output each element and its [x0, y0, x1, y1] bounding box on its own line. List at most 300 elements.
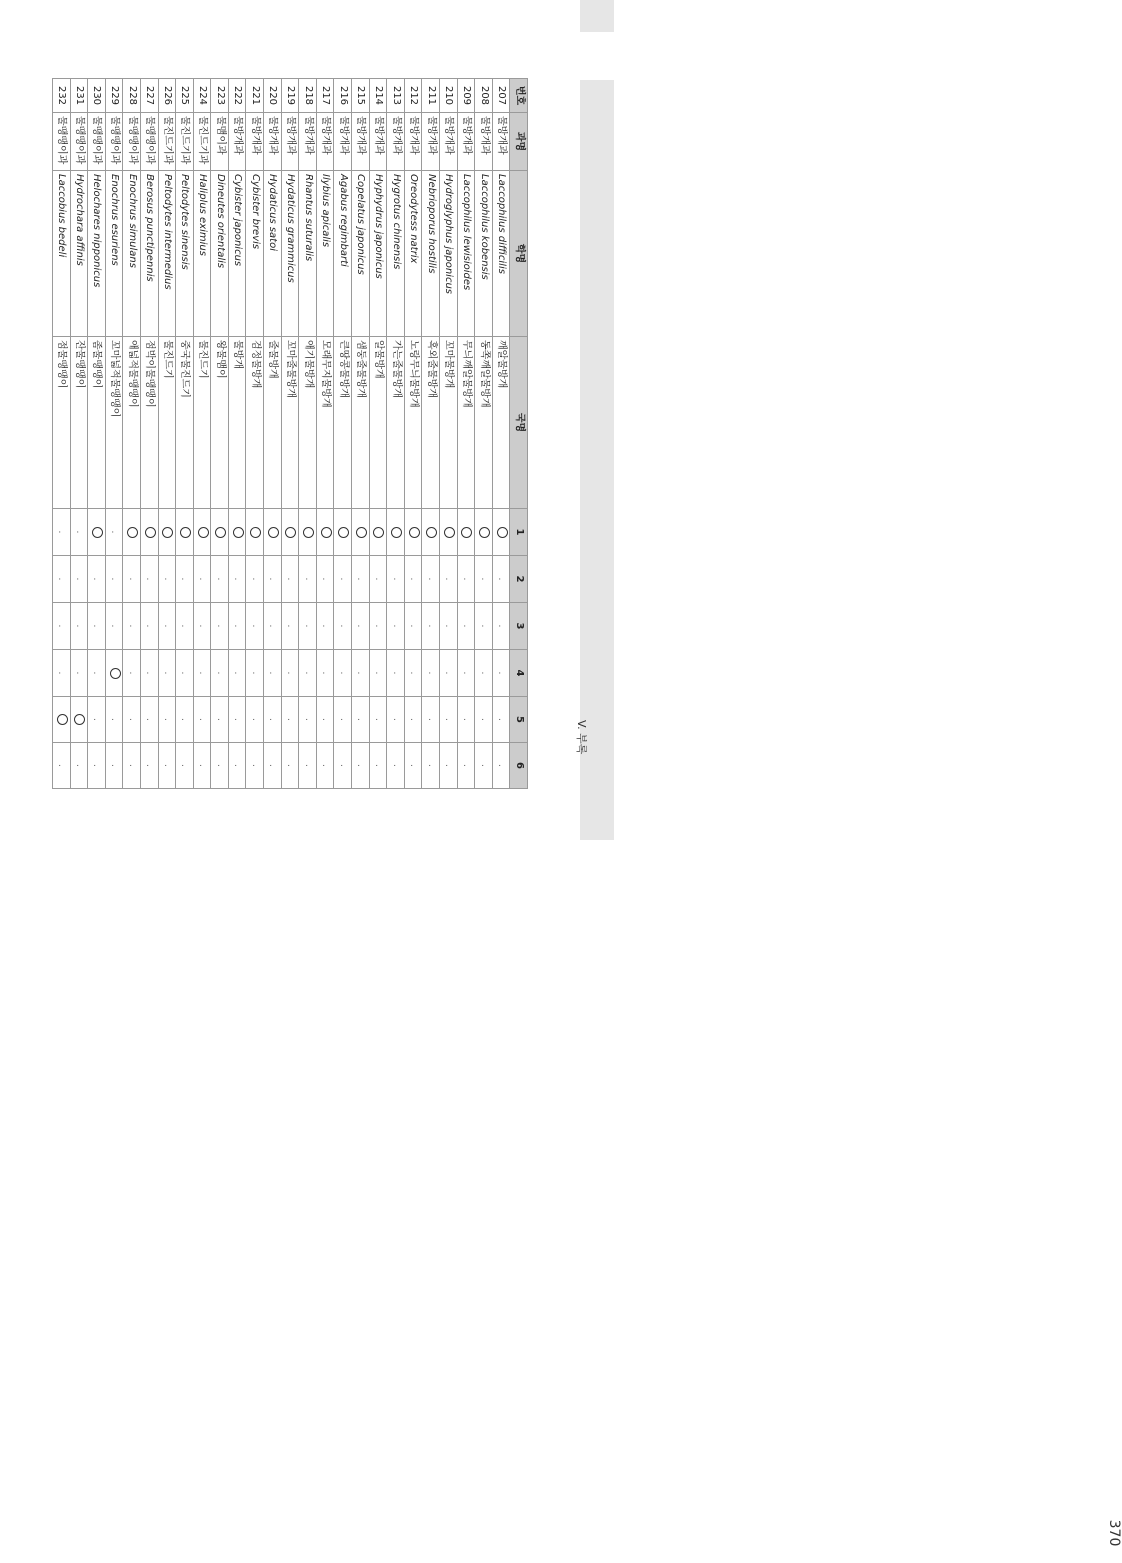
presence-circle-icon — [127, 527, 138, 538]
absence-dot: . — [390, 671, 402, 675]
absence-dot: . — [267, 717, 279, 722]
absence-dot: . — [91, 717, 103, 722]
cell-occurrence — [352, 743, 370, 789]
cell-occurrence — [264, 743, 282, 789]
cell-occurrence — [492, 509, 510, 556]
cell-scientific-name: Hydrochara affinis — [70, 171, 88, 337]
cell-scientific-name: Cybister japonicus — [228, 171, 246, 337]
cell-family: 물방개과 — [422, 113, 440, 171]
cell-occurrence — [88, 697, 106, 743]
cell-occurrence — [387, 697, 405, 743]
cell-scientific-name: Enochrus esuriens — [105, 171, 123, 337]
table-row — [70, 79, 88, 789]
cell-family: 물방개과 — [369, 113, 387, 171]
cell-occurrence — [422, 650, 440, 697]
absence-dot: . — [232, 671, 244, 675]
cell-number: 219 — [281, 79, 299, 113]
cell-occurrence — [105, 603, 123, 650]
cell-scientific-name: Laccobius bedeli — [52, 171, 70, 337]
cell-korean-name: 혹외줄물방개 — [422, 337, 440, 509]
cell-occurrence — [475, 509, 493, 556]
presence-circle-icon — [444, 527, 455, 538]
cell-family: 물방개과 — [352, 113, 370, 171]
table-row — [352, 79, 370, 789]
table-row — [281, 79, 299, 789]
cell-occurrence — [387, 556, 405, 603]
absence-dot: . — [425, 763, 437, 768]
cell-occurrence — [264, 650, 282, 697]
cell-occurrence — [404, 697, 422, 743]
cell-occurrence — [352, 697, 370, 743]
table-row — [193, 79, 211, 789]
cell-occurrence — [228, 650, 246, 697]
cell-occurrence — [158, 556, 176, 603]
cell-scientific-name: Cybister brevis — [246, 171, 264, 337]
cell-occurrence — [475, 697, 493, 743]
cell-occurrence — [70, 603, 88, 650]
cell-korean-name: 무늬깨알물방개 — [457, 337, 475, 509]
cell-occurrence — [123, 556, 141, 603]
absence-dot: . — [460, 577, 472, 581]
cell-occurrence — [193, 556, 211, 603]
cell-occurrence — [52, 743, 70, 789]
cell-occurrence — [316, 650, 334, 697]
cell-occurrence — [88, 650, 106, 697]
cell-number: 211 — [422, 79, 440, 113]
absence-dot: . — [144, 717, 156, 722]
cell-korean-name: 물진드기 — [193, 337, 211, 509]
cell-occurrence — [264, 509, 282, 556]
cell-scientific-name: Hydaticus satoi — [264, 171, 282, 337]
absence-dot: . — [214, 577, 226, 581]
absence-dot: . — [337, 624, 349, 628]
absence-dot: . — [302, 671, 314, 675]
cell-family: 물방개과 — [457, 113, 475, 171]
absence-dot: . — [73, 763, 85, 768]
cell-korean-name: 노랑무늬물방개 — [404, 337, 422, 509]
cell-number: 207 — [492, 79, 510, 113]
absence-dot: . — [337, 763, 349, 768]
absence-dot: . — [443, 577, 455, 581]
cell-scientific-name: Hyphydrus japonicus — [369, 171, 387, 337]
cell-korean-name: 꼬마물방개 — [440, 337, 458, 509]
absence-dot: . — [372, 671, 384, 675]
cell-occurrence — [299, 556, 317, 603]
presence-circle-icon — [110, 668, 121, 679]
cell-occurrence — [440, 650, 458, 697]
cell-korean-name: 점박이물땡땡이 — [140, 337, 158, 509]
cell-number: 220 — [264, 79, 282, 113]
cell-family: 물방개과 — [246, 113, 264, 171]
cell-occurrence — [246, 603, 264, 650]
cell-number: 231 — [70, 79, 88, 113]
cell-occurrence — [176, 743, 194, 789]
table-row — [105, 79, 123, 789]
page-side-tab — [580, 0, 614, 840]
column-header: 6 — [510, 743, 528, 789]
table-row — [52, 79, 70, 789]
cell-korean-name: 동쪽깨알물방개 — [475, 337, 493, 509]
cell-family: 물맴이과 — [211, 113, 229, 171]
presence-circle-icon — [391, 527, 402, 538]
cell-occurrence — [140, 743, 158, 789]
cell-occurrence — [176, 603, 194, 650]
absence-dot: . — [355, 717, 367, 722]
cell-korean-name: 점물땡땡이 — [52, 337, 70, 509]
cell-occurrence — [299, 743, 317, 789]
cell-scientific-name: Helochares nipponicus — [88, 171, 106, 337]
cell-occurrence — [193, 603, 211, 650]
presence-circle-icon — [356, 527, 367, 538]
absence-dot: . — [267, 671, 279, 675]
absence-dot: . — [478, 577, 490, 581]
absence-dot: . — [355, 763, 367, 768]
cell-number: 217 — [316, 79, 334, 113]
cell-family: 물땡땡이과 — [52, 113, 70, 171]
cell-occurrence — [334, 556, 352, 603]
cell-occurrence — [158, 650, 176, 697]
cell-occurrence — [422, 603, 440, 650]
absence-dot: . — [144, 763, 156, 768]
absence-dot: . — [179, 717, 191, 722]
cell-scientific-name: Laccophilus lewisioides — [457, 171, 475, 337]
cell-occurrence — [52, 650, 70, 697]
absence-dot: . — [73, 577, 85, 581]
cell-occurrence — [246, 650, 264, 697]
cell-occurrence — [281, 556, 299, 603]
cell-occurrence — [457, 509, 475, 556]
absence-dot: . — [425, 717, 437, 722]
presence-circle-icon — [162, 527, 173, 538]
absence-dot: . — [144, 577, 156, 581]
absence-dot: . — [372, 624, 384, 628]
cell-family: 물방개과 — [299, 113, 317, 171]
cell-number: 215 — [352, 79, 370, 113]
cell-occurrence — [52, 697, 70, 743]
absence-dot: . — [284, 577, 296, 581]
cell-number: 208 — [475, 79, 493, 113]
cell-korean-name: 좀물땡땡이 — [88, 337, 106, 509]
absence-dot: . — [232, 717, 244, 722]
cell-occurrence — [211, 509, 229, 556]
cell-occurrence — [369, 556, 387, 603]
column-header: 1 — [510, 509, 528, 556]
cell-number: 214 — [369, 79, 387, 113]
absence-dot: . — [56, 763, 68, 768]
cell-occurrence — [281, 650, 299, 697]
absence-dot: . — [478, 624, 490, 628]
cell-family: 물땡땡이과 — [123, 113, 141, 171]
table-row — [369, 79, 387, 789]
cell-number: 226 — [158, 79, 176, 113]
cell-occurrence — [492, 697, 510, 743]
cell-family: 물땡땡이과 — [140, 113, 158, 171]
absence-dot: . — [408, 671, 420, 675]
cell-occurrence — [492, 743, 510, 789]
cell-occurrence — [158, 603, 176, 650]
absence-dot: . — [161, 717, 173, 722]
absence-dot: . — [460, 763, 472, 768]
cell-occurrence — [140, 697, 158, 743]
cell-family: 물방개과 — [404, 113, 422, 171]
cell-occurrence — [281, 743, 299, 789]
cell-occurrence — [299, 509, 317, 556]
cell-family: 물방개과 — [387, 113, 405, 171]
cell-occurrence — [105, 650, 123, 697]
cell-korean-name: 애기물방개 — [299, 337, 317, 509]
absence-dot: . — [267, 577, 279, 581]
cell-occurrence — [440, 743, 458, 789]
absence-dot: . — [232, 763, 244, 768]
cell-occurrence — [316, 697, 334, 743]
cell-occurrence — [404, 743, 422, 789]
absence-dot: . — [56, 577, 68, 581]
presence-circle-icon — [479, 527, 490, 538]
cell-scientific-name: Enochrus simulans — [123, 171, 141, 337]
cell-occurrence — [211, 556, 229, 603]
cell-occurrence — [52, 509, 70, 556]
cell-occurrence — [70, 556, 88, 603]
absence-dot: . — [214, 763, 226, 768]
presence-circle-icon — [373, 527, 384, 538]
absence-dot: . — [496, 763, 508, 768]
cell-occurrence — [369, 697, 387, 743]
cell-occurrence — [158, 743, 176, 789]
cell-occurrence — [158, 697, 176, 743]
cell-occurrence — [176, 509, 194, 556]
cell-korean-name: 꼬마줄물방개 — [281, 337, 299, 509]
table-row — [475, 79, 493, 789]
table-row — [246, 79, 264, 789]
cell-occurrence — [140, 650, 158, 697]
presence-circle-icon — [338, 527, 349, 538]
absence-dot: . — [337, 671, 349, 675]
cell-number: 225 — [176, 79, 194, 113]
absence-dot: . — [408, 763, 420, 768]
cell-occurrence — [369, 743, 387, 789]
table-row — [228, 79, 246, 789]
column-header: 학명 — [510, 171, 528, 337]
cell-occurrence — [123, 603, 141, 650]
cell-scientific-name: Agabus regimbarti — [334, 171, 352, 337]
cell-occurrence — [422, 509, 440, 556]
cell-occurrence — [211, 650, 229, 697]
cell-occurrence — [457, 603, 475, 650]
absence-dot: . — [302, 624, 314, 628]
cell-occurrence — [440, 509, 458, 556]
cell-korean-name: 잔물땡땡이 — [70, 337, 88, 509]
absence-dot: . — [56, 671, 68, 675]
cell-occurrence — [140, 603, 158, 650]
cell-occurrence — [264, 697, 282, 743]
cell-family: 물방개과 — [440, 113, 458, 171]
cell-number: 223 — [211, 79, 229, 113]
cell-occurrence — [457, 556, 475, 603]
absence-dot: . — [91, 577, 103, 581]
absence-dot: . — [197, 717, 209, 722]
table-body — [52, 79, 509, 789]
absence-dot: . — [249, 717, 261, 722]
absence-dot: . — [460, 717, 472, 722]
table-row — [440, 79, 458, 789]
cell-family: 물땡땡이과 — [70, 113, 88, 171]
cell-scientific-name: Laccophilus difficilis — [492, 171, 510, 337]
cell-occurrence — [70, 743, 88, 789]
cell-number: 216 — [334, 79, 352, 113]
species-table-container — [56, 78, 528, 788]
absence-dot: . — [161, 763, 173, 768]
cell-number: 229 — [105, 79, 123, 113]
cell-occurrence — [211, 603, 229, 650]
cell-korean-name: 왕물맴이 — [211, 337, 229, 509]
cell-occurrence — [299, 603, 317, 650]
cell-occurrence — [387, 650, 405, 697]
cell-occurrence — [440, 697, 458, 743]
cell-korean-name: 물방개 — [228, 337, 246, 509]
table-row — [211, 79, 229, 789]
absence-dot: . — [161, 671, 173, 675]
cell-occurrence — [334, 650, 352, 697]
cell-occurrence — [193, 697, 211, 743]
cell-family: 물진드기과 — [176, 113, 194, 171]
table-row — [404, 79, 422, 789]
absence-dot: . — [214, 671, 226, 675]
absence-dot: . — [214, 717, 226, 722]
cell-occurrence — [299, 650, 317, 697]
cell-korean-name: 줄물방개 — [264, 337, 282, 509]
absence-dot: . — [443, 763, 455, 768]
cell-occurrence — [352, 509, 370, 556]
cell-occurrence — [316, 603, 334, 650]
cell-scientific-name: Peltodytes sinensis — [176, 171, 194, 337]
presence-circle-icon — [426, 527, 437, 538]
presence-circle-icon — [303, 527, 314, 538]
cell-occurrence — [88, 556, 106, 603]
table-row — [123, 79, 141, 789]
presence-circle-icon — [409, 527, 420, 538]
cell-korean-name: 깨알물방개 — [492, 337, 510, 509]
cell-family: 물땡땡이과 — [105, 113, 123, 171]
cell-family: 물방개과 — [264, 113, 282, 171]
cell-occurrence — [404, 556, 422, 603]
absence-dot: . — [390, 763, 402, 768]
cell-number: 209 — [457, 79, 475, 113]
cell-occurrence — [228, 556, 246, 603]
column-header: 3 — [510, 603, 528, 650]
column-header: 국명 — [510, 337, 528, 509]
absence-dot: . — [249, 577, 261, 581]
absence-dot: . — [161, 577, 173, 581]
cell-occurrence — [352, 650, 370, 697]
absence-dot: . — [284, 624, 296, 628]
absence-dot: . — [320, 624, 332, 628]
cell-scientific-name: Peltodytes intermedius — [158, 171, 176, 337]
absence-dot: . — [478, 671, 490, 675]
cell-occurrence — [52, 556, 70, 603]
cell-occurrence — [475, 650, 493, 697]
absence-dot: . — [197, 624, 209, 628]
absence-dot: . — [73, 530, 85, 534]
absence-dot: . — [197, 671, 209, 675]
table-row — [158, 79, 176, 789]
absence-dot: . — [496, 624, 508, 628]
cell-occurrence — [492, 556, 510, 603]
cell-occurrence — [492, 650, 510, 697]
cell-occurrence — [387, 743, 405, 789]
table-row — [387, 79, 405, 789]
cell-korean-name: 알물방개 — [369, 337, 387, 509]
absence-dot: . — [197, 763, 209, 768]
absence-dot: . — [443, 624, 455, 628]
absence-dot: . — [460, 624, 472, 628]
absence-dot: . — [320, 671, 332, 675]
cell-number: 221 — [246, 79, 264, 113]
absence-dot: . — [126, 717, 138, 722]
cell-korean-name: 물진드기 — [158, 337, 176, 509]
absence-dot: . — [232, 624, 244, 628]
absence-dot: . — [179, 577, 191, 581]
cell-korean-name: 가는줄물방개 — [387, 337, 405, 509]
table-row — [88, 79, 106, 789]
table-row — [334, 79, 352, 789]
absence-dot: . — [126, 763, 138, 768]
cell-occurrence — [281, 697, 299, 743]
cell-family: 물방개과 — [492, 113, 510, 171]
cell-family: 물방개과 — [475, 113, 493, 171]
cell-occurrence — [369, 509, 387, 556]
column-header: 2 — [510, 556, 528, 603]
absence-dot: . — [496, 577, 508, 581]
cell-occurrence — [158, 509, 176, 556]
cell-occurrence — [369, 650, 387, 697]
absence-dot: . — [91, 763, 103, 768]
cell-scientific-name: Hygrotus chinensis — [387, 171, 405, 337]
cell-occurrence — [404, 603, 422, 650]
cell-occurrence — [211, 697, 229, 743]
cell-occurrence — [105, 556, 123, 603]
absence-dot: . — [390, 717, 402, 722]
cell-occurrence — [70, 650, 88, 697]
cell-occurrence — [475, 603, 493, 650]
cell-scientific-name: Oreodytess natrix — [404, 171, 422, 337]
cell-number: 230 — [88, 79, 106, 113]
cell-korean-name: 검정물방개 — [246, 337, 264, 509]
table-row — [457, 79, 475, 789]
absence-dot: . — [302, 717, 314, 722]
absence-dot: . — [372, 763, 384, 768]
cell-occurrence — [123, 743, 141, 789]
cell-scientific-name: Laccophilus kobensis — [475, 171, 493, 337]
cell-number: 232 — [52, 79, 70, 113]
cell-korean-name: 꼬마넓적물땡땡이 — [105, 337, 123, 509]
cell-occurrence — [316, 743, 334, 789]
absence-dot: . — [320, 763, 332, 768]
cell-occurrence — [211, 743, 229, 789]
cell-occurrence — [422, 743, 440, 789]
presence-circle-icon — [250, 527, 261, 538]
page-number: 370 — [1106, 1519, 1122, 1547]
absence-dot: . — [496, 717, 508, 722]
absence-dot: . — [179, 763, 191, 768]
cell-scientific-name: Hydroglyphus japonicus — [440, 171, 458, 337]
cell-occurrence — [193, 743, 211, 789]
cell-number: 213 — [387, 79, 405, 113]
cell-occurrence — [475, 743, 493, 789]
absence-dot: . — [179, 624, 191, 628]
absence-dot: . — [478, 763, 490, 768]
absence-dot: . — [109, 624, 121, 628]
absence-dot: . — [443, 671, 455, 675]
